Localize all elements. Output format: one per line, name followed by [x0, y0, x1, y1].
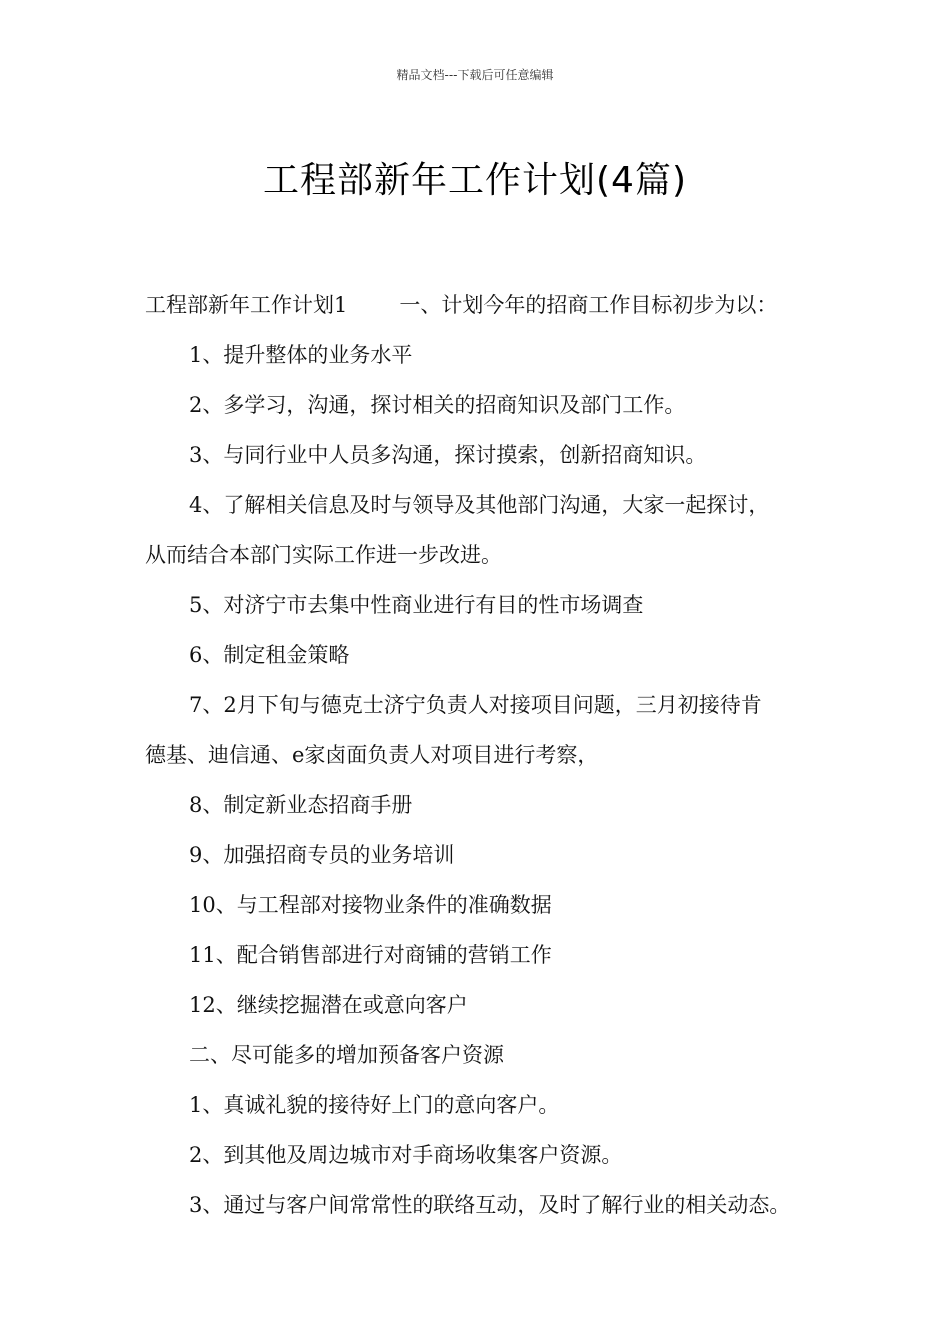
list-item: 2、多学习，沟通，探讨相关的招商知识及部门工作。: [189, 393, 686, 417]
section-heading-two: 二、尽可能多的增加预备客户资源: [189, 1043, 504, 1067]
list-item-continuation: 德基、迪信通、e家卤面负责人对项目进行考察，: [145, 743, 599, 767]
list-item: 5、对济宁市去集中性商业进行有目的性市场调查: [189, 593, 644, 617]
list-item: 8、制定新业态招商手册: [189, 793, 413, 817]
list-item: 6、制定租金策略: [189, 643, 350, 667]
section-heading-one: 一、计划今年的招商工作目标初步为以：: [399, 293, 778, 317]
list-item: 12、继续挖掘潜在或意向客户: [189, 993, 468, 1017]
list-item: 7、2月下旬与德克士济宁负责人对接项目问题，三月初接待肯: [189, 693, 762, 717]
list-item: 2、到其他及周边城市对手商场收集客户资源。: [189, 1143, 623, 1167]
header-note: 精品文档---下载后可任意编辑: [396, 68, 554, 82]
list-item: 3、通过与客户间常常性的联络互动，及时了解行业的相关动态。: [189, 1193, 791, 1217]
section-lead: 工程部新年工作计划1: [145, 293, 348, 317]
list-item: 4、了解相关信息及时与领导及其他部门沟通，大家一起探讨，: [189, 493, 770, 517]
document-body: [145, 280, 810, 1230]
list-item: 11、配合销售部进行对商铺的营销工作: [189, 943, 552, 967]
list-item: 10、与工程部对接物业条件的准确数据: [189, 893, 552, 917]
list-item: 3、与同行业中人员多沟通，探讨摸索，创新招商知识。: [189, 443, 707, 467]
list-item-continuation: 从而结合本部门实际工作进一步改进。: [145, 543, 502, 567]
list-item: 9、加强招商专员的业务培训: [189, 843, 455, 867]
list-item: 1、真诚礼貌的接待好上门的意向客户。: [189, 1093, 560, 1117]
document-title: 工程部新年工作计划(4篇): [263, 160, 687, 202]
list-item: 1、提升整体的业务水平: [189, 343, 413, 367]
paragraph-first-line: [145, 280, 810, 330]
